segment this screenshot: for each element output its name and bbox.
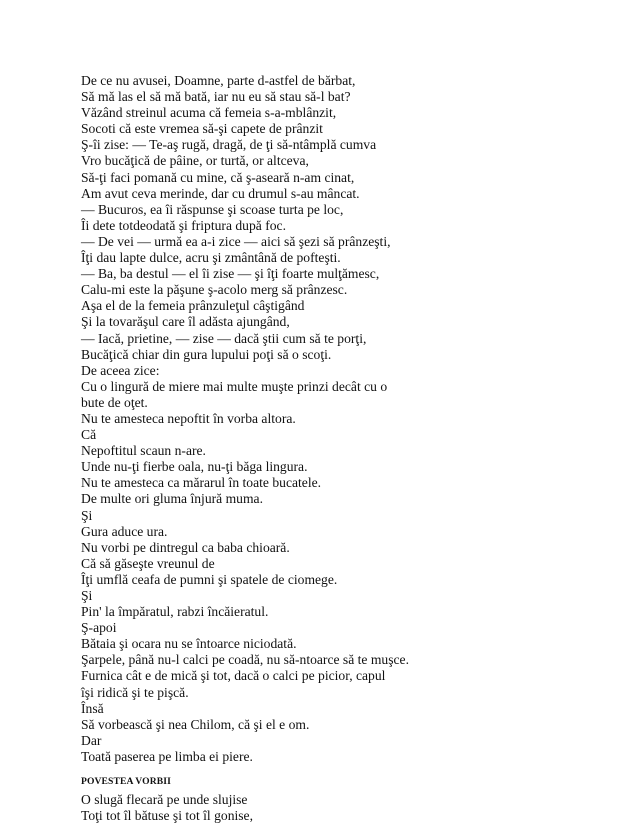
text-line: Am avut ceva merinde, dar cu drumul s-au mâncat. [81, 185, 360, 201]
text-line: Pin' la împăratul, rabzi încăieratul. [81, 604, 269, 620]
text-line: Unde nu-ţi fierbe oala, nu-ţi băga lingura. [81, 459, 308, 475]
text-line: Şi la tovarăşul care îl adăsta ajungând, [81, 314, 290, 330]
text-line: Că [81, 427, 97, 443]
text-line: Vro bucăţică de pâine, or turtă, or altceva, [81, 153, 309, 169]
text-line: — Bucuros, ea îi răspunse şi scoase turta pe loc, [81, 201, 344, 217]
text-line: Că să găseşte vreunul de [81, 555, 215, 571]
text-line: — De vei — urmă ea a-i zice — aici să şezi să prânzeşti, [81, 233, 391, 249]
text-line: Îţi dau lapte dulce, acru şi zmântână de pofteşti. [81, 250, 341, 266]
text-line: Bătaia şi ocara nu se întoarce niciodată. [81, 636, 297, 652]
text-line: De aceea zice: [81, 362, 160, 378]
text-line: Toată paserea pe limba ei piere. [81, 748, 253, 764]
document-page [81, 73, 611, 824]
text-line: Aşa el de la femeia prânzuleţul câştigând [81, 298, 305, 314]
text-line: — Iacă, prietine, — zise — dacă ştii cum să te porţi, [81, 330, 367, 346]
text-line: bute de oţet. [81, 394, 148, 410]
text-line: Nu te amesteca nepoftit în vorba altora. [81, 410, 296, 426]
text-line: De ce nu avusei, Doamne, parte d-astfel de bărbat, [81, 73, 356, 88]
text-line: Cu o lingură de miere mai multe muşte prinzi decât cu o [81, 378, 388, 394]
text-line: De multe ori gluma înjură muma. [81, 491, 263, 507]
text-line: Bucăţică chiar din gura lupului poţi să o scoţi. [81, 346, 332, 362]
text-line: Şarpele, până nu-l calci pe coadă, nu să-ntoarce să te muşce. [81, 652, 409, 668]
text-line: Calu-mi este la păşune ş-acolo merg să prânzesc. [81, 282, 348, 298]
text-line: Îţi umflă ceafa de pumni şi spatele de ciomege. [81, 571, 338, 587]
text-line: Socoti că este vremea să-şi capete de prânzit [81, 121, 323, 137]
text-line: Însă [81, 700, 104, 716]
text-line: Nu vorbi pe dintregul ca baba chioară. [81, 539, 290, 555]
text-line: Şi [81, 507, 93, 523]
text-line: — Ba, ba destul — el îi zise — şi îţi foarte mulţămesc, [81, 266, 380, 282]
text-line: Nu te amesteca ca mărarul în toate bucatele. [81, 475, 322, 491]
text-line: Şi [81, 588, 93, 603]
text-line: Ş-îi zise: — Te-aş rugă, dragă, de ţi să-ntâmplă cumva [81, 137, 377, 153]
text-line: Îi dete totdeodată şi friptura după foc. [81, 217, 286, 233]
text-line: Să vorbească şi nea Chilom, că şi el e om. [81, 716, 310, 732]
text-line: Să mă las el să mă bată, iar nu eu să stau să-l bat? [81, 89, 351, 105]
text-line: Toţi tot îl bătuse şi tot îl gonise, [81, 808, 253, 824]
section-text [81, 792, 611, 824]
poem-text [81, 73, 611, 765]
text-line: Gura aduce ura. [81, 523, 168, 539]
text-line: Să-ţi faci pomană cu mine, că ş-aseară n-am cinat, [81, 169, 355, 185]
text-line: Văzând streinul acuma că femeia s-a-mblânzit, [81, 105, 337, 121]
text-line: Nepoftitul scaun n-are. [81, 443, 206, 459]
text-line: Ş-apoi [81, 620, 117, 636]
text-line: Furnica cât e de mică şi tot, dacă o calci pe picior, capul [81, 668, 386, 684]
text-line: O slugă flecară pe unde slujise [81, 792, 248, 808]
text-line: Dar [81, 732, 102, 748]
text-line: îşi ridică şi te pişcă. [81, 684, 189, 700]
section-heading: POVESTEA VORBII [81, 776, 171, 788]
